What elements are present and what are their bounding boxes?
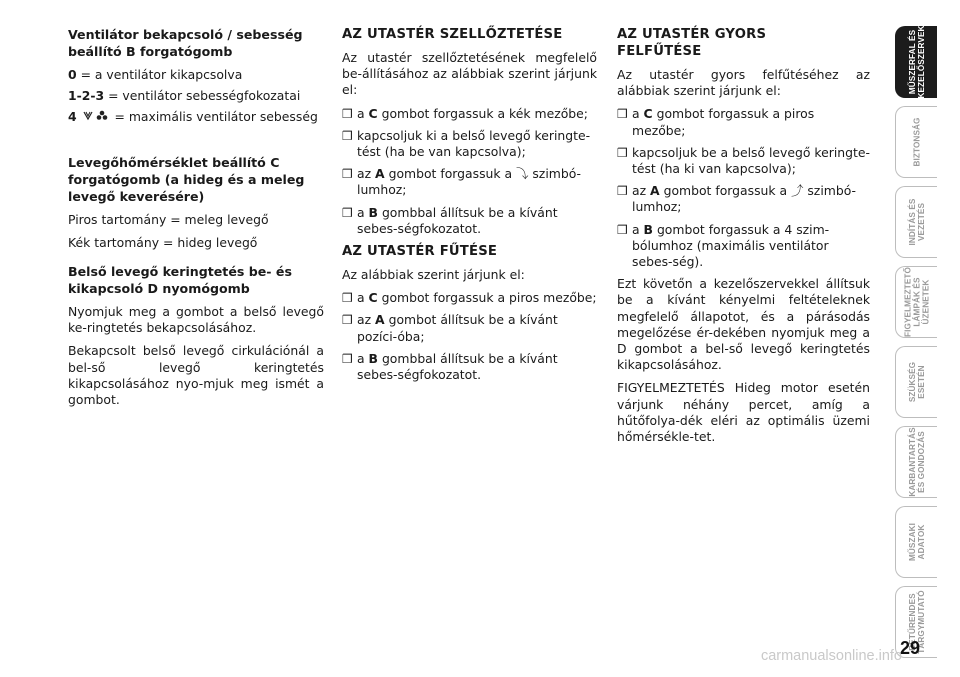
fan-key: 0 — [68, 67, 77, 82]
heat-step-3 — [342, 351, 597, 383]
vent-step-1 — [342, 106, 597, 122]
tab-starting-driving[interactable] — [895, 186, 937, 258]
fan-item-0 — [68, 67, 324, 83]
step-text: az — [632, 183, 651, 199]
step-text: gombot forgassuk a piros mezőbe; — [632, 106, 815, 138]
step-text: gombot forgassuk a kék mezőbe; — [377, 105, 588, 121]
recirc-paragraph-1: Nyomjuk meg a gombot a belső levegő ke-ringtetés bekapcsolásához. — [68, 304, 324, 336]
after-paragraph: Ezt követőn a kezelőszervekkel állítsuk be a kívánt kényelmi feltételeknek megfelelő állapotot, és a párásodás megelőzése ér-dekében nyomjuk meg a D gombot a bel-ső levegő keringtetés kikapcsolásához. — [617, 276, 870, 373]
step-text: a — [357, 290, 369, 306]
column-middle — [342, 26, 597, 389]
checkbox-bullet-icon: ❒ — [342, 128, 353, 143]
tab-technical-data[interactable] — [895, 506, 937, 578]
tab-warning-lights[interactable] — [895, 266, 937, 338]
step-key: C — [368, 290, 378, 306]
recirc-paragraph-2: Bekapcsolt belső levegő cirkulációnál a bel-ső levegő keringtetés kikapcsolásához nyo-mjuk meg ismét a gombot. — [68, 343, 324, 408]
fast-step-4 — [617, 222, 870, 271]
checkbox-bullet-icon: ❒ — [617, 222, 628, 237]
step-text: a — [632, 221, 644, 237]
step-key: C — [368, 105, 378, 121]
column-left — [68, 26, 324, 415]
watermark: carmanualsonline.info — [760, 648, 902, 664]
step-key: A — [375, 166, 385, 182]
step-text: gombot forgassuk a ⤴ szimbó-lumhoz; — [632, 183, 856, 215]
recirc-button-title: Belső levegő keringtetés be- és kikapcsoló D nyomógomb — [68, 264, 292, 297]
step-key: B — [368, 204, 378, 220]
step-text: gombot állítsuk be a kívánt pozíci-óba; — [357, 312, 558, 344]
column-right — [617, 26, 870, 452]
fan-item-123 — [68, 88, 324, 104]
step-text: gombot forgassuk a ⤵ szimbó-lumhoz; — [357, 166, 581, 198]
tab-emergency[interactable] — [895, 346, 937, 418]
tab-maintenance[interactable] — [895, 426, 937, 498]
step-text: gombbal állítsuk be a kívánt sebes-ségfokozatot. — [357, 204, 558, 236]
checkbox-bullet-icon: ❒ — [342, 167, 353, 182]
checkbox-bullet-icon: ❒ — [342, 291, 353, 306]
page-number: 29 — [899, 638, 921, 658]
step-key: C — [643, 106, 653, 122]
checkbox-bullet-icon: ❒ — [342, 106, 353, 121]
tab-label: MŰSZERFAL ÉS KEZELŐSZERVEK — [907, 25, 926, 99]
fan-max-symbol-icon — [83, 110, 109, 126]
tab-label: BIZTONSÁG — [912, 117, 921, 167]
checkbox-bullet-icon: ❒ — [342, 351, 353, 366]
step-text: a — [357, 350, 369, 366]
tab-label: SZÜKSÉG ESETÉN — [907, 361, 926, 403]
fan-switch-title: Ventilátor bekapcsoló / sebesség beállító B forgatógomb — [68, 27, 303, 59]
checkbox-bullet-icon: ❒ — [342, 313, 353, 328]
step-text: kapcsoljuk be a belső levegő keringte-tést (ha ki van kapcsolva); — [632, 144, 870, 177]
step-text: gombot forgassuk a 4 szim-bólumhoz (maximális ventilátor sebes-ség). — [632, 221, 830, 270]
fast-step-2 — [617, 145, 870, 177]
step-text: az — [357, 166, 376, 182]
step-text: gombot forgassuk a piros mezőbe; — [377, 290, 597, 306]
fast-step-1 — [617, 106, 870, 138]
temp-knob-title: Levegőhőmérséklet beállító C forgatógomb (a hideg és a meleg levegő keverésére) — [68, 154, 305, 204]
fan-key: 1-2-3 — [68, 88, 105, 104]
checkbox-bullet-icon: ❒ — [617, 184, 628, 199]
checkbox-bullet-icon: ❒ — [617, 107, 628, 122]
vent-step-3 — [342, 166, 597, 198]
step-text: gombbal állítsuk be a kívánt sebes-ségfokozatot. — [357, 350, 558, 383]
vent-step-4 — [342, 205, 597, 237]
tab-label: BETŰRENDES TÁRGYMUTATÓ — [907, 590, 926, 654]
tab-label: MŰSZAKI ADATOK — [907, 523, 926, 561]
step-text: a — [632, 106, 644, 122]
fan-text: = maximális ventilátor sebesség — [114, 109, 318, 125]
warning-paragraph: FIGYELMEZTETÉS Hideg motor esetén várjunk néhány percet, amíg a hűtőfolya-dék eléri az optimális üzemi hőmérsékle-tet. — [617, 380, 870, 445]
tab-label: INDÍTÁS ÉS VEZETÉS — [907, 198, 926, 246]
step-text: a — [357, 105, 369, 121]
checkbox-bullet-icon: ❒ — [617, 145, 628, 160]
step-text: a — [357, 204, 369, 220]
step-text: kapcsoljuk ki a belső levegő keringte-tést (ha be van kapcsolva); — [357, 127, 591, 160]
step-key: A — [650, 183, 660, 199]
tab-instruments-controls[interactable] — [895, 26, 937, 98]
vent-step-2 — [342, 128, 597, 160]
checkbox-bullet-icon: ❒ — [342, 205, 353, 220]
fast-step-3 — [617, 183, 870, 215]
ventilation-intro: Az utastér szellőztetésének megfelelő be-állításához az alábbiak szerint járjunk el: — [342, 50, 597, 98]
tab-label: KARBANTARTÁS ÉS GONDOZÁS — [907, 427, 926, 497]
fan-key: 4 — [68, 109, 77, 125]
fan-text: = ventilátor sebességfokozatai — [108, 88, 301, 104]
fast-heating-heading: AZ UTASTÉR GYORS FELFŰTÉSE — [617, 27, 767, 59]
step-key: B — [368, 350, 378, 366]
heating-intro: Az alábbiak szerint járjunk el: — [342, 267, 525, 283]
temp-red-range: Piros tartomány = meleg levegő — [68, 211, 269, 227]
heat-step-1 — [342, 290, 597, 306]
step-key: B — [643, 221, 653, 237]
heat-step-2 — [342, 312, 597, 344]
ventilation-heading: AZ UTASTÉR SZELLŐZTETÉSE — [342, 27, 563, 42]
fast-heating-intro: Az utastér gyors felfűtéséhez az alábbiak szerint járjunk el: — [617, 67, 870, 99]
tab-safety[interactable] — [895, 106, 937, 178]
temp-blue-range: Kék tartomány = hideg levegő — [68, 234, 258, 250]
tab-label: FIGYELMEZTETŐ LÁMPÁK ÉS ÜZENETEK — [903, 267, 930, 337]
step-key: A — [375, 312, 385, 328]
fan-text: = a ventilátor kikapcsolva — [80, 67, 243, 82]
fan-item-4 — [68, 109, 324, 126]
step-text: az — [357, 312, 376, 328]
heating-heading: AZ UTASTÉR FŰTÉSE — [342, 244, 498, 260]
